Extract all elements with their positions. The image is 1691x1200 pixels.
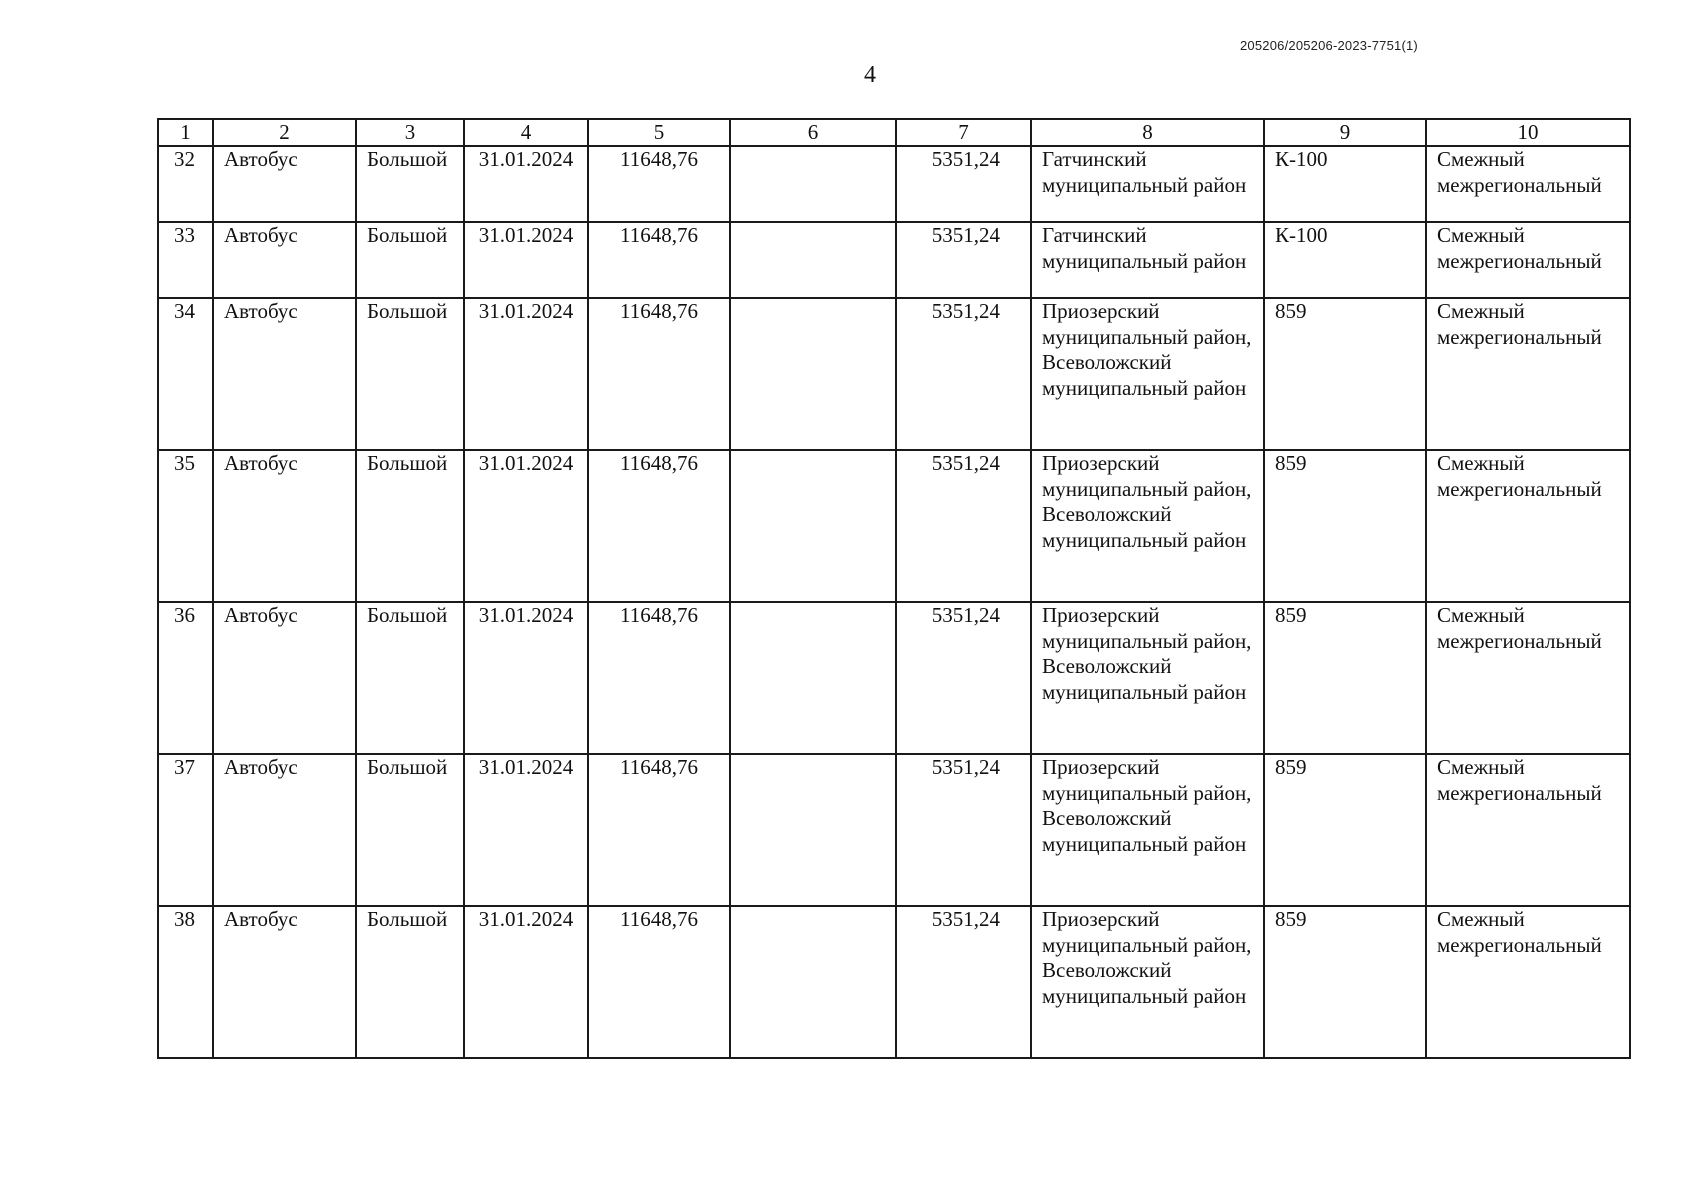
route-type-cell: Смежный межрегиональный bbox=[1426, 906, 1630, 1058]
amount-cell-2: 5351,24 bbox=[896, 450, 1031, 602]
empty-cell bbox=[730, 450, 896, 602]
vehicle-class-cell: Большой bbox=[356, 146, 464, 222]
table-body bbox=[158, 146, 1630, 1058]
vehicle-type-cell: Автобус bbox=[213, 906, 356, 1058]
amount-cell-2: 5351,24 bbox=[896, 222, 1031, 298]
vehicle-type-cell: Автобус bbox=[213, 222, 356, 298]
date-cell: 31.01.2024 bbox=[464, 602, 588, 754]
table-row bbox=[158, 602, 1630, 754]
district-cell: Приозерский муниципальный район, Всеволожский муниципальный район bbox=[1031, 906, 1264, 1058]
route-type-cell: Смежный межрегиональный bbox=[1426, 222, 1630, 298]
row-number-cell: 32 bbox=[158, 146, 213, 222]
date-cell: 31.01.2024 bbox=[464, 754, 588, 906]
route-number-cell: 859 bbox=[1264, 602, 1426, 754]
district-cell: Приозерский муниципальный район, Всеволожский муниципальный район bbox=[1031, 450, 1264, 602]
amount-cell: 11648,76 bbox=[588, 298, 730, 450]
column-header-5: 5 bbox=[588, 119, 730, 146]
column-header-3: 3 bbox=[356, 119, 464, 146]
route-number-cell: 859 bbox=[1264, 450, 1426, 602]
empty-cell bbox=[730, 754, 896, 906]
amount-cell: 11648,76 bbox=[588, 146, 730, 222]
vehicle-type-cell: Автобус bbox=[213, 450, 356, 602]
amount-cell-2: 5351,24 bbox=[896, 906, 1031, 1058]
route-number-cell: 859 bbox=[1264, 906, 1426, 1058]
table-row bbox=[158, 450, 1630, 602]
page-number: 4 bbox=[864, 62, 876, 88]
vehicle-class-cell: Большой bbox=[356, 602, 464, 754]
vehicle-type-cell: Автобус bbox=[213, 146, 356, 222]
amount-cell: 11648,76 bbox=[588, 450, 730, 602]
row-number-cell: 38 bbox=[158, 906, 213, 1058]
row-number-cell: 33 bbox=[158, 222, 213, 298]
table-row bbox=[158, 146, 1630, 222]
column-header-10: 10 bbox=[1426, 119, 1630, 146]
district-cell: Гатчинский муниципальный район bbox=[1031, 222, 1264, 298]
table-row bbox=[158, 222, 1630, 298]
empty-cell bbox=[730, 146, 896, 222]
vehicle-class-cell: Большой bbox=[356, 298, 464, 450]
table-row bbox=[158, 906, 1630, 1058]
column-header-1: 1 bbox=[158, 119, 213, 146]
district-cell: Приозерский муниципальный район, Всеволожский муниципальный район bbox=[1031, 754, 1264, 906]
route-type-cell: Смежный межрегиональный bbox=[1426, 754, 1630, 906]
district-cell: Приозерский муниципальный район, Всеволожский муниципальный район bbox=[1031, 602, 1264, 754]
date-cell: 31.01.2024 bbox=[464, 298, 588, 450]
column-header-7: 7 bbox=[896, 119, 1031, 146]
column-header-6: 6 bbox=[730, 119, 896, 146]
vehicle-type-cell: Автобус bbox=[213, 298, 356, 450]
route-number-cell: К-100 bbox=[1264, 222, 1426, 298]
vehicle-class-cell: Большой bbox=[356, 754, 464, 906]
row-number-cell: 34 bbox=[158, 298, 213, 450]
empty-cell bbox=[730, 602, 896, 754]
date-cell: 31.01.2024 bbox=[464, 146, 588, 222]
table-header bbox=[158, 119, 1630, 146]
route-number-cell: К-100 bbox=[1264, 146, 1426, 222]
table-header-row bbox=[158, 119, 1630, 146]
column-header-4: 4 bbox=[464, 119, 588, 146]
table-row bbox=[158, 298, 1630, 450]
column-header-9: 9 bbox=[1264, 119, 1426, 146]
column-header-2: 2 bbox=[213, 119, 356, 146]
route-type-cell: Смежный межрегиональный bbox=[1426, 602, 1630, 754]
date-cell: 31.01.2024 bbox=[464, 222, 588, 298]
column-header-8: 8 bbox=[1031, 119, 1264, 146]
route-type-cell: Смежный межрегиональный bbox=[1426, 450, 1630, 602]
district-cell: Гатчинский муниципальный район bbox=[1031, 146, 1264, 222]
vehicle-type-cell: Автобус bbox=[213, 602, 356, 754]
row-number-cell: 36 bbox=[158, 602, 213, 754]
row-number-cell: 35 bbox=[158, 450, 213, 602]
date-cell: 31.01.2024 bbox=[464, 906, 588, 1058]
route-number-cell: 859 bbox=[1264, 298, 1426, 450]
date-cell: 31.01.2024 bbox=[464, 450, 588, 602]
amount-cell-2: 5351,24 bbox=[896, 602, 1031, 754]
vehicle-type-cell: Автобус bbox=[213, 754, 356, 906]
vehicle-class-cell: Большой bbox=[356, 222, 464, 298]
amount-cell-2: 5351,24 bbox=[896, 298, 1031, 450]
amount-cell: 11648,76 bbox=[588, 906, 730, 1058]
route-type-cell: Смежный межрегиональный bbox=[1426, 298, 1630, 450]
district-cell: Приозерский муниципальный район, Всеволожский муниципальный район bbox=[1031, 298, 1264, 450]
route-type-cell: Смежный межрегиональный bbox=[1426, 146, 1630, 222]
vehicle-class-cell: Большой bbox=[356, 450, 464, 602]
empty-cell bbox=[730, 906, 896, 1058]
route-number-cell: 859 bbox=[1264, 754, 1426, 906]
amount-cell: 11648,76 bbox=[588, 222, 730, 298]
amount-cell: 11648,76 bbox=[588, 754, 730, 906]
data-table bbox=[157, 118, 1631, 1059]
amount-cell-2: 5351,24 bbox=[896, 146, 1031, 222]
empty-cell bbox=[730, 222, 896, 298]
row-number-cell: 37 bbox=[158, 754, 213, 906]
amount-cell-2: 5351,24 bbox=[896, 754, 1031, 906]
table-row bbox=[158, 754, 1630, 906]
document-reference-number: 205206/205206-2023-7751(1) bbox=[1240, 38, 1418, 53]
empty-cell bbox=[730, 298, 896, 450]
vehicle-class-cell: Большой bbox=[356, 906, 464, 1058]
amount-cell: 11648,76 bbox=[588, 602, 730, 754]
